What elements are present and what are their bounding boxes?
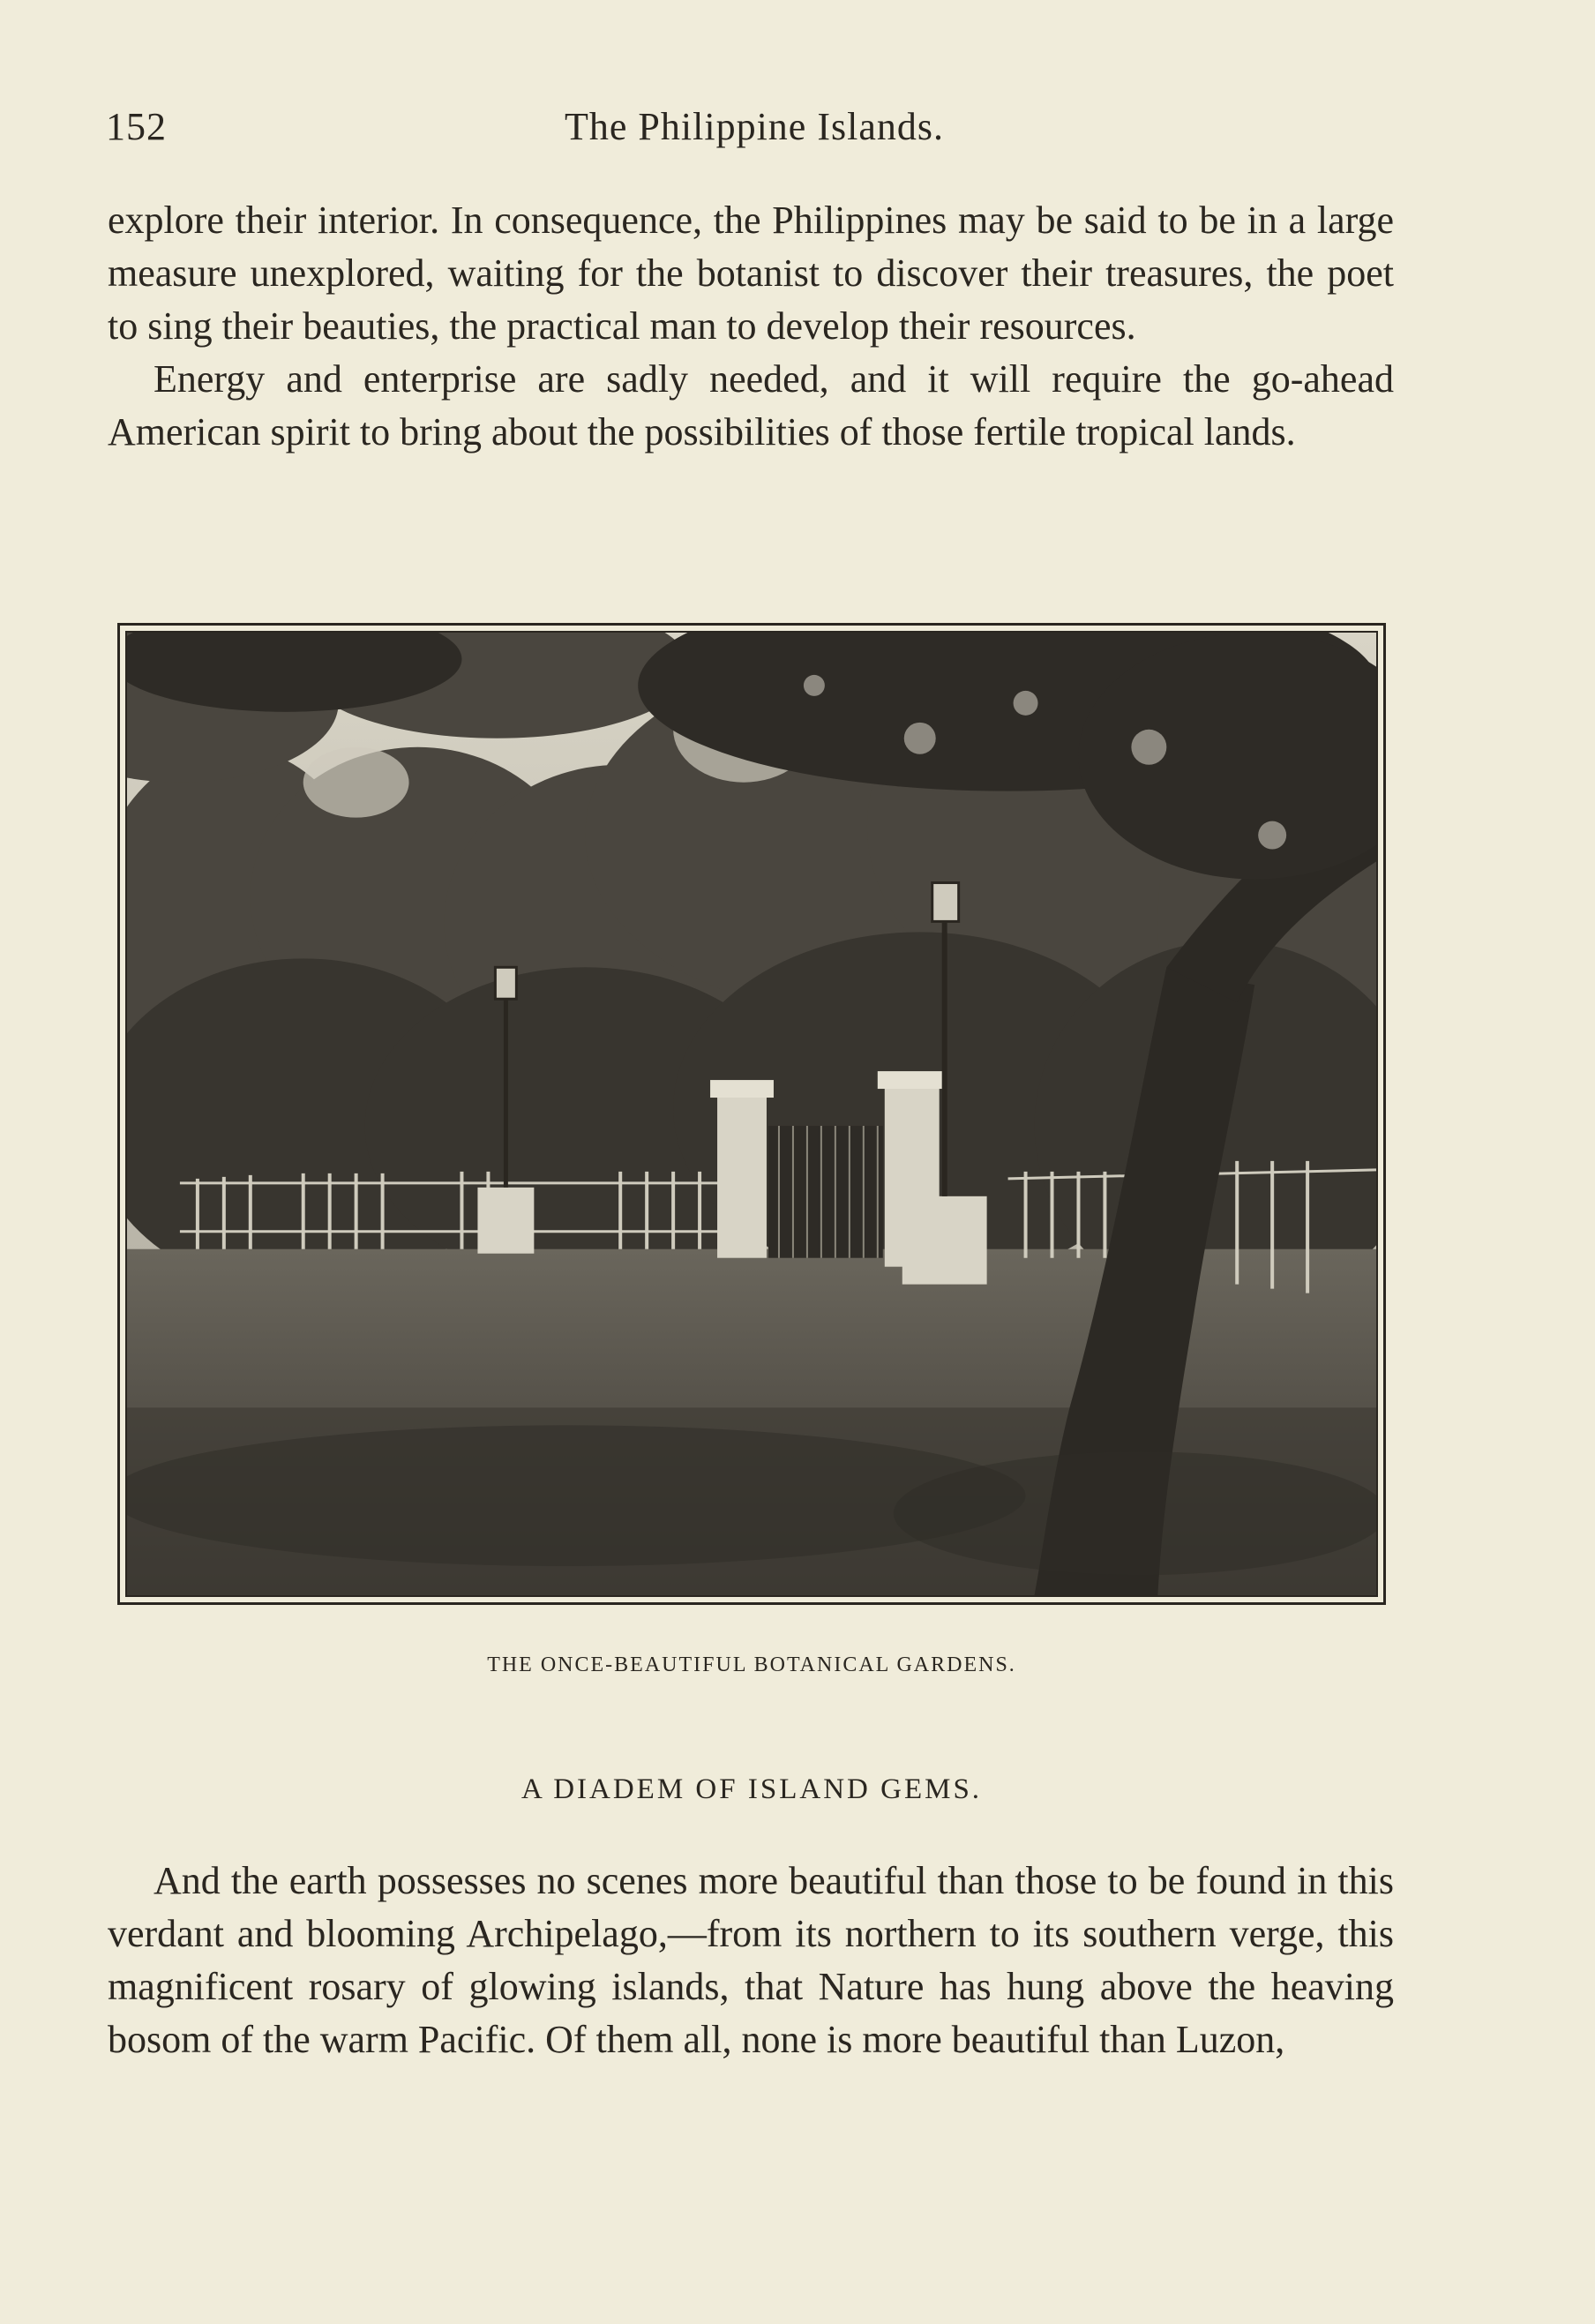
section-heading: A DIADEM OF ISLAND GEMS. [520,1773,983,1805]
page-number: 152 [106,105,167,148]
top-text-block [108,194,1394,459]
botanical-gardens-photo [127,633,1376,1595]
bottom-text-block [108,1855,1394,2066]
photo-plate [117,623,1386,1605]
photo-frame [125,631,1378,1597]
paragraph-diadem: And the earth possesses no scenes more beautiful than those to be found in this verdant and blooming Archipelago,—from its northern to its southern verge, this magnificent rosary of glowing islands, that Nature has hung above the heaving bosom of the warm Pacific. Of them all, none is more beautiful than Luzon, [108,1859,1394,2061]
continued-paragraph: explore their interior. In consequence, the Philippines may be said to be in a large measure unexplored, waiting for the botanist to discover their treasures, the poet to sing their beauties, the practical man to develop their resources. [108,199,1394,348]
paragraph-energy: Energy and enterprise are sadly needed, and it will require the go-ahead American spirit to bring about the possibilities of those fertile tropical lands. [108,357,1394,454]
figure-caption: THE ONCE-BEAUTIFUL BOTANICAL GARDENS. [487,1653,1016,1676]
running-head [106,104,1403,157]
page-title: The Philippine Islands. [565,105,944,148]
